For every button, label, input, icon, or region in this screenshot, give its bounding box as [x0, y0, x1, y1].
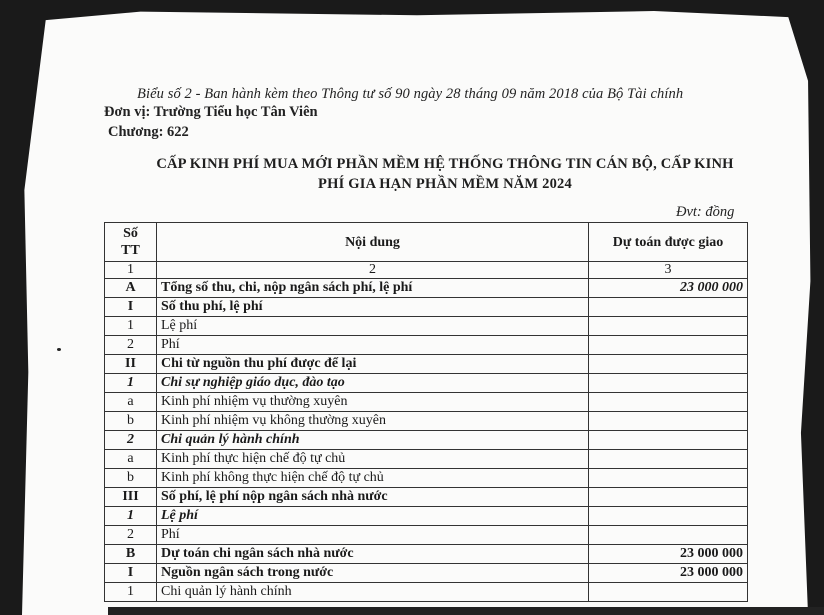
index-cell: 1	[105, 262, 157, 279]
table-row	[105, 488, 748, 507]
row-amount	[589, 431, 748, 450]
row-amount	[589, 393, 748, 412]
chapter-code: Chương: 622	[108, 124, 189, 140]
row-number: b	[105, 469, 157, 488]
row-content: Số phí, lệ phí nộp ngân sách nhà nước	[157, 488, 589, 507]
table-row	[105, 431, 748, 450]
row-content: Kinh phí nhiệm vụ không thường xuyên	[157, 412, 589, 431]
row-amount	[589, 507, 748, 526]
table-row	[105, 545, 748, 564]
title-line-2: PHÍ GIA HẠN PHẦN MỀM NĂM 2024	[318, 176, 572, 192]
row-content: Chi quản lý hành chính	[157, 583, 589, 602]
row-amount	[589, 412, 748, 431]
row-content: Phí	[157, 526, 589, 545]
row-content: Chi quản lý hành chính	[157, 431, 589, 450]
index-cell: 2	[157, 262, 589, 279]
table-row	[105, 564, 748, 583]
row-number: a	[105, 393, 157, 412]
row-amount	[589, 317, 748, 336]
header-stt-line1: Số	[123, 226, 138, 241]
table-row	[105, 374, 748, 393]
row-content: Lệ phí	[157, 317, 589, 336]
scan-edge	[108, 607, 824, 615]
row-number: 2	[105, 526, 157, 545]
table-row	[105, 317, 748, 336]
row-content: Kinh phí thực hiện chế độ tự chủ	[157, 450, 589, 469]
column-index-row	[105, 262, 748, 279]
row-number: I	[105, 564, 157, 583]
row-number: II	[105, 355, 157, 374]
table-row	[105, 507, 748, 526]
row-amount: 23 000 000	[589, 545, 748, 564]
header-estimate: Dự toán được giao	[589, 223, 748, 262]
row-content: Tổng số thu, chi, nộp ngân sách phí, lệ phí	[157, 279, 589, 298]
row-number: 1	[105, 374, 157, 393]
title-line-1: CẤP KINH PHÍ MUA MỚI PHẦN MỀM HỆ THỐNG THÔNG TIN CÁN BỘ, CẤP KINH	[156, 156, 734, 172]
row-amount: 23 000 000	[589, 279, 748, 298]
row-number: III	[105, 488, 157, 507]
currency-unit-note: Đvt: đồng	[676, 204, 735, 220]
row-amount	[589, 583, 748, 602]
unit-name: Đơn vị: Trường Tiểu học Tân Viên	[104, 104, 318, 120]
row-amount	[589, 355, 748, 374]
table-row	[105, 450, 748, 469]
row-number: A	[105, 279, 157, 298]
table-row	[105, 336, 748, 355]
row-number: I	[105, 298, 157, 317]
row-amount	[589, 374, 748, 393]
budget-table	[104, 222, 748, 602]
row-number: 2	[105, 431, 157, 450]
row-content: Nguồn ngân sách trong nước	[157, 564, 589, 583]
form-subtitle: Biểu số 2 - Ban hành kèm theo Thông tư số 90 ngày 28 tháng 09 năm 2018 của Bộ Tài chính	[137, 86, 684, 102]
row-number: b	[105, 412, 157, 431]
header-content: Nội dung	[157, 223, 589, 262]
row-amount	[589, 526, 748, 545]
row-amount	[589, 488, 748, 507]
table-row	[105, 583, 748, 602]
row-number: a	[105, 450, 157, 469]
row-number: 1	[105, 507, 157, 526]
row-number: 2	[105, 336, 157, 355]
row-number: 1	[105, 317, 157, 336]
document-title	[100, 154, 790, 194]
row-amount	[589, 298, 748, 317]
row-number: B	[105, 545, 157, 564]
table-row	[105, 298, 748, 317]
row-content: Phí	[157, 336, 589, 355]
row-amount	[589, 336, 748, 355]
row-amount	[589, 450, 748, 469]
table-row	[105, 393, 748, 412]
index-cell: 3	[589, 262, 748, 279]
table-header-row	[105, 223, 748, 262]
row-amount: 23 000 000	[589, 564, 748, 583]
table-row	[105, 355, 748, 374]
row-number: 1	[105, 583, 157, 602]
table-row	[105, 412, 748, 431]
row-amount	[589, 469, 748, 488]
ink-speck	[57, 348, 61, 351]
header-stt-line2: TT	[121, 243, 140, 258]
header-stt	[105, 223, 157, 262]
table-row	[105, 526, 748, 545]
row-content: Lệ phí	[157, 507, 589, 526]
row-content: Dự toán chi ngân sách nhà nước	[157, 545, 589, 564]
row-content: Kinh phí không thực hiện chế độ tự chủ	[157, 469, 589, 488]
row-content: Chi sự nghiệp giáo dục, đào tạo	[157, 374, 589, 393]
row-content: Chi từ nguồn thu phí được để lại	[157, 355, 589, 374]
row-content: Số thu phí, lệ phí	[157, 298, 589, 317]
row-content: Kinh phí nhiệm vụ thường xuyên	[157, 393, 589, 412]
table-row	[105, 469, 748, 488]
table-row	[105, 279, 748, 298]
